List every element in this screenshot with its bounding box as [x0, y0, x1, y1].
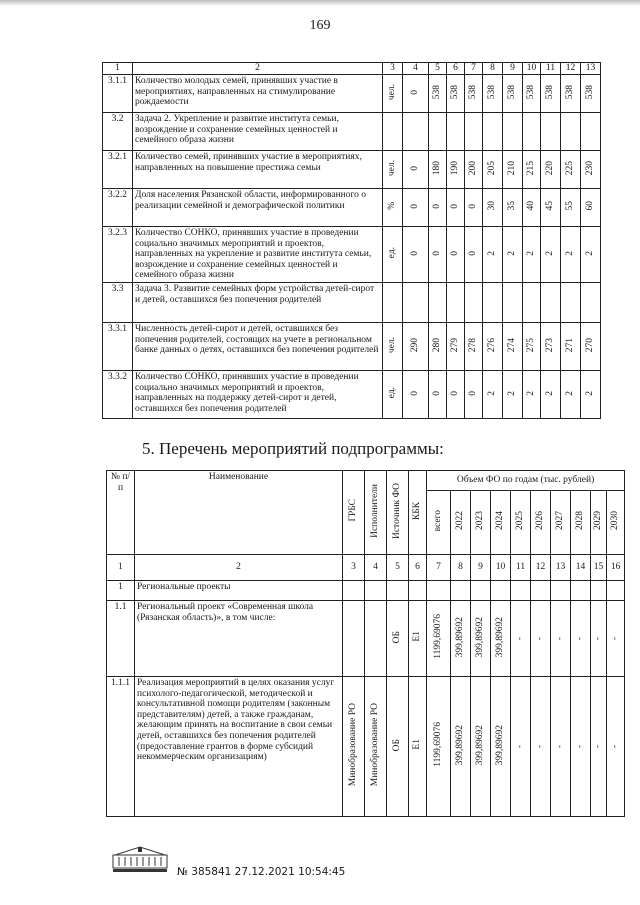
row-value	[523, 283, 541, 323]
year-header: 2030	[607, 491, 625, 555]
header-col-6: 6	[447, 63, 465, 75]
col-grbs-header: ГРБС	[343, 471, 365, 555]
row-value: -	[591, 677, 607, 817]
row-name: Количество СОНКО, принявших участие в проведении социально значимых мероприятий и проектов, направленных на поддержку детей-сирот и детей, оставшихся без попечения родителей	[133, 371, 383, 419]
row-value: 0	[429, 189, 447, 227]
indicator-row	[103, 151, 601, 189]
activity-row	[107, 677, 625, 817]
row-value: -	[531, 601, 551, 677]
row-value: 399,89692	[491, 601, 511, 677]
row-value	[483, 283, 503, 323]
column-index: 7	[427, 555, 451, 581]
row-name: Численность детей-сирот и детей, оставшихся без попечения родителей, состоящих на учете в региональном банке данных о детях, оставшихся без попечения родителей	[133, 323, 383, 371]
row-value: 2	[503, 227, 523, 283]
row-value: 0	[465, 227, 483, 283]
column-index: 6	[409, 555, 427, 581]
row-value: 60	[581, 189, 601, 227]
row-value	[483, 113, 503, 151]
row-value: 279	[447, 323, 465, 371]
row-value	[429, 113, 447, 151]
year-header: всего	[427, 491, 451, 555]
row-value	[447, 283, 465, 323]
row-number: 3.2.2	[103, 189, 133, 227]
row-value: 180	[429, 151, 447, 189]
row-unit: ед.	[383, 371, 403, 419]
column-index: 3	[343, 555, 365, 581]
row-value: 190	[447, 151, 465, 189]
row-value: 538	[429, 75, 447, 113]
row-value: 205	[483, 151, 503, 189]
row-value: -	[571, 677, 591, 817]
indicator-row	[103, 113, 601, 151]
indicator-row	[103, 283, 601, 323]
row-value	[541, 113, 561, 151]
row-kbk: Е1	[409, 677, 427, 817]
row-value: 210	[503, 151, 523, 189]
row-number: 3.3.1	[103, 323, 133, 371]
activity-row	[107, 601, 625, 677]
row-value: 35	[503, 189, 523, 227]
scan-edge	[0, 0, 640, 6]
col-volume-header: Объем ФО по годам (тыс. рублей)	[427, 471, 625, 491]
row-value: 2	[483, 227, 503, 283]
row-value	[447, 113, 465, 151]
column-index: 14	[571, 555, 591, 581]
row-value: 280	[429, 323, 447, 371]
row-value: 273	[541, 323, 561, 371]
header-col-10: 10	[523, 63, 541, 75]
row-name: Задача 2. Укрепление и развитие института семьи, возрождение и сохранение семейных ценностей и семейного образа жизни	[133, 113, 383, 151]
row-name: Количество СОНКО, принявших участие в проведении социально значимых мероприятий и проектов, направленных на укрепление и развитие института семьи, возрождение и сохранение семейных ценностей и семейного образа жизни	[133, 227, 383, 283]
row-value: 1199,69076	[427, 677, 451, 817]
row-value: -	[531, 677, 551, 817]
header-col-7: 7	[465, 63, 483, 75]
indicator-row	[103, 227, 601, 283]
row-value: 0	[447, 227, 465, 283]
row-value: 399,89692	[451, 677, 471, 817]
row-value: 538	[483, 75, 503, 113]
row-value: 0	[403, 371, 429, 419]
row-value: 2	[523, 227, 541, 283]
year-header: 2029	[591, 491, 607, 555]
column-index: 15	[591, 555, 607, 581]
row-value	[403, 283, 429, 323]
row-value: 2	[503, 371, 523, 419]
row-value: -	[511, 677, 531, 817]
indicator-row	[103, 371, 601, 419]
row-value: 0	[403, 189, 429, 227]
header-col-8: 8	[483, 63, 503, 75]
row-value: 2	[541, 371, 561, 419]
indicator-row	[103, 323, 601, 371]
col-number-header: № п/п	[107, 471, 135, 555]
row-value: 0	[429, 371, 447, 419]
row-value: 40	[523, 189, 541, 227]
header-col-11: 11	[541, 63, 561, 75]
row-exec: Минобразование РО	[365, 677, 387, 817]
row-number: 3.3.2	[103, 371, 133, 419]
column-index: 16	[607, 555, 625, 581]
col-executor-header: Исполнители	[365, 471, 387, 555]
row-number: 1.1	[107, 601, 135, 677]
row-value: 290	[403, 323, 429, 371]
column-index: 1	[107, 555, 135, 581]
year-header: 2022	[451, 491, 471, 555]
header-col-2: 2	[133, 63, 383, 75]
row-value: 2	[581, 227, 601, 283]
indicator-row	[103, 75, 601, 113]
row-value: 2	[523, 371, 541, 419]
row-value: 230	[581, 151, 601, 189]
row-value: 270	[581, 323, 601, 371]
row-value: 2	[561, 227, 581, 283]
row-value: 2	[541, 227, 561, 283]
year-header: 2025	[511, 491, 531, 555]
row-number: 3.1.1	[103, 75, 133, 113]
column-index: 2	[135, 555, 343, 581]
row-value: -	[571, 601, 591, 677]
section-title: 5. Перечень мероприятий подпрограммы:	[142, 439, 444, 458]
column-index: 11	[511, 555, 531, 581]
year-header: 2028	[571, 491, 591, 555]
row-value: 538	[447, 75, 465, 113]
row-name: Региональные проекты	[135, 581, 343, 601]
row-value	[523, 113, 541, 151]
row-value: 1199,69076	[427, 601, 451, 677]
row-value: 2	[581, 371, 601, 419]
row-value	[503, 113, 523, 151]
row-value: 0	[465, 371, 483, 419]
row-value: 30	[483, 189, 503, 227]
row-kbk: Е1	[409, 601, 427, 677]
row-value: -	[511, 601, 531, 677]
row-name: Задача 3. Развитие семейных форм устройства детей-сирот и детей, оставшихся без попечения родителей	[133, 283, 383, 323]
row-src: ОБ	[387, 601, 409, 677]
row-value	[429, 283, 447, 323]
row-name: Количество семей, принявших участие в мероприятиях, направленных на повышение престижа семьи	[133, 151, 383, 189]
row-value: 538	[581, 75, 601, 113]
row-unit: чел.	[383, 75, 403, 113]
row-name: Количество молодых семей, принявших участие в мероприятиях, направленных на стимулирование рождаемости	[133, 75, 383, 113]
column-index: 5	[387, 555, 409, 581]
row-unit	[383, 283, 403, 323]
row-value: 275	[523, 323, 541, 371]
column-index: 8	[451, 555, 471, 581]
row-value: 538	[523, 75, 541, 113]
row-name: Доля населения Рязанской области, информированного о реализации семейной и демографической политики	[133, 189, 383, 227]
year-header: 2023	[471, 491, 491, 555]
column-index: 10	[491, 555, 511, 581]
row-value: 0	[403, 227, 429, 283]
row-value: -	[591, 601, 607, 677]
row-src: ОБ	[387, 677, 409, 817]
indicators-table	[102, 62, 601, 419]
row-value	[561, 283, 581, 323]
row-value: 0	[403, 75, 429, 113]
row-unit: %	[383, 189, 403, 227]
row-number: 3.2.3	[103, 227, 133, 283]
archive-building-stamp	[112, 845, 168, 873]
row-value: -	[607, 677, 625, 817]
row-unit: чел.	[383, 323, 403, 371]
row-value: 0	[429, 227, 447, 283]
row-unit	[383, 113, 403, 151]
row-value: 0	[447, 189, 465, 227]
row-value	[581, 283, 601, 323]
year-header: 2027	[551, 491, 571, 555]
row-value: 0	[465, 189, 483, 227]
row-value	[465, 283, 483, 323]
header-col-1: 1	[103, 63, 133, 75]
header-col-3: 3	[383, 63, 403, 75]
row-value	[465, 113, 483, 151]
row-value: 538	[465, 75, 483, 113]
row-number: 3.2.1	[103, 151, 133, 189]
row-value: 0	[403, 151, 429, 189]
row-name: Реализация мероприятий в целях оказания услуг психолого-педагогической, методической и консультативной помощи родителям (законным представителям) детей, а также гражданам, желающим принять на воспитание в свои семьи детей, оставшихся без попечения родителей (предоставление грантов в форме субсидий некоммерческим организациям)	[135, 677, 343, 817]
row-number: 1	[107, 581, 135, 601]
column-index: 13	[551, 555, 571, 581]
year-header: 2024	[491, 491, 511, 555]
header-col-13: 13	[581, 63, 601, 75]
row-value: 0	[447, 371, 465, 419]
row-value: 399,89692	[451, 601, 471, 677]
column-index: 12	[531, 555, 551, 581]
row-name: Региональный проект «Современная школа (Рязанская область)», в том числе:	[135, 601, 343, 677]
row-value: 200	[465, 151, 483, 189]
col-kbk-header: КБК	[409, 471, 427, 555]
row-value: -	[551, 677, 571, 817]
row-value: 399,89692	[491, 677, 511, 817]
row-value: 55	[561, 189, 581, 227]
header-col-12: 12	[561, 63, 581, 75]
page-number: 169	[309, 18, 331, 33]
row-value: 2	[561, 371, 581, 419]
header-col-5: 5	[429, 63, 447, 75]
row-number: 3.2	[103, 113, 133, 151]
row-value	[581, 113, 601, 151]
col-source-header: Источник ФО	[387, 471, 409, 555]
col-name-header: Наименование	[135, 471, 343, 555]
row-value: 45	[541, 189, 561, 227]
row-value: 215	[523, 151, 541, 189]
row-grbs: Минобразование РО	[343, 677, 365, 817]
year-header: 2026	[531, 491, 551, 555]
row-grbs	[343, 601, 365, 677]
row-number: 1.1.1	[107, 677, 135, 817]
header-col-4: 4	[403, 63, 429, 75]
column-index: 4	[365, 555, 387, 581]
row-value: 225	[561, 151, 581, 189]
row-exec	[365, 601, 387, 677]
row-value: 538	[561, 75, 581, 113]
registration-line: № 385841 27.12.2021 10:54:45	[177, 866, 346, 878]
row-value: 538	[541, 75, 561, 113]
row-unit: ед.	[383, 227, 403, 283]
row-value: 271	[561, 323, 581, 371]
column-index: 9	[471, 555, 491, 581]
activities-table	[106, 470, 625, 817]
row-unit: чел.	[383, 151, 403, 189]
row-value: -	[607, 601, 625, 677]
row-value	[403, 113, 429, 151]
row-value: 276	[483, 323, 503, 371]
row-number: 3.3	[103, 283, 133, 323]
row-value: 220	[541, 151, 561, 189]
row-value: 399,89692	[471, 601, 491, 677]
row-value: 2	[483, 371, 503, 419]
row-value: 399,89692	[471, 677, 491, 817]
header-col-9: 9	[503, 63, 523, 75]
row-value	[561, 113, 581, 151]
row-value: 274	[503, 323, 523, 371]
row-value: -	[551, 601, 571, 677]
row-value	[541, 283, 561, 323]
indicator-row	[103, 189, 601, 227]
row-value: 278	[465, 323, 483, 371]
row-value: 538	[503, 75, 523, 113]
row-value	[503, 283, 523, 323]
